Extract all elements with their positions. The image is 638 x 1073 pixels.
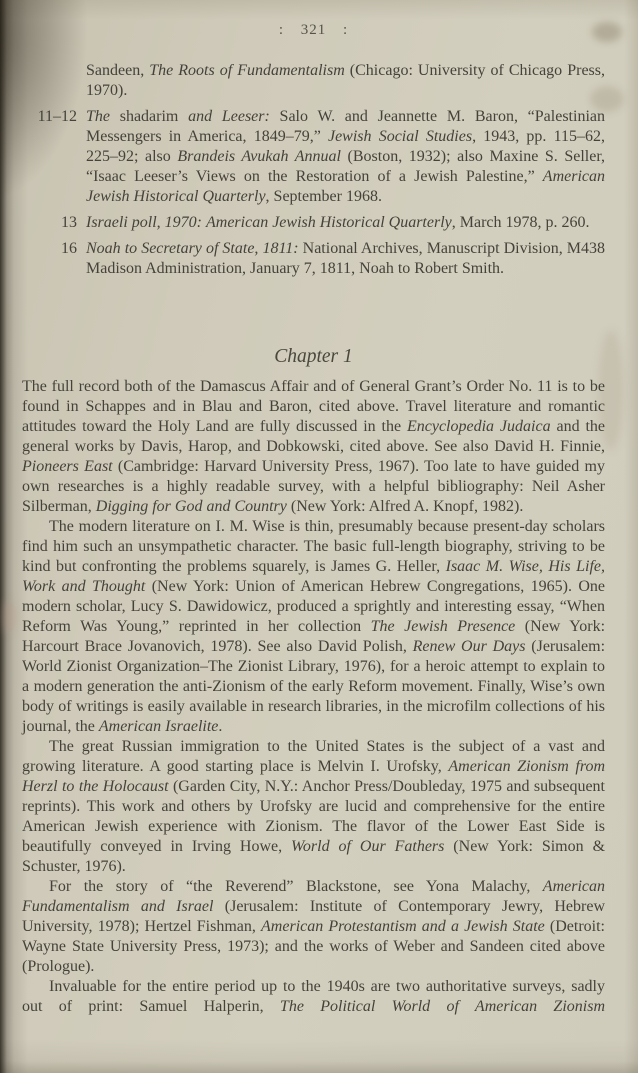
note-text (86, 239, 605, 279)
italic-text: Digging for God and Country (95, 498, 287, 515)
text: Salo W. and Jeannette M. Baron, “Palestinian Messengers in America, 1849–79,” (86, 108, 605, 145)
notes-section (22, 61, 605, 285)
note-number: 16 (61, 240, 77, 257)
italic-text: and Leeser: (188, 108, 270, 125)
note-number: 13 (61, 214, 77, 231)
italic-text: American Protestantism and a Jewish State (261, 918, 545, 935)
italic-text: American Jewish Historical Quarterly (206, 214, 452, 231)
text: The full record both of the Damascus Affair and of General Grant’s Order No. 11 is to be found in Schappes and in Blau and Baron, cited above. Travel literature and romantic attitudes toward the Holy Land are fully discussed in the (22, 378, 605, 435)
italic-text: Jewish Social Studies (327, 128, 473, 145)
paragraph (22, 977, 605, 1017)
text: (New York: Simon & Schuster, 1976). (22, 838, 606, 875)
italic-text: American Fundamentalism and Israel (22, 878, 605, 915)
text: (Jerusalem: Institute of Contemporary Jewry, Hebrew University, 1978); Hertzel Fishman, (22, 898, 605, 935)
text: and the general works by Davis, Harop, and Dobkowski, cited above. See also David H. Finnie, (22, 418, 605, 455)
paragraph (22, 737, 605, 877)
italic-text: World of Our Fathers (291, 838, 445, 855)
italic-text: Noah to Secretary of State, 1811: (86, 240, 299, 257)
italic-text: The Political World of American Zionism (279, 998, 606, 1015)
text: (New York: Harcourt Brace Jovanovich, 1978). See also David Polish, (22, 618, 606, 655)
note-entry (22, 107, 605, 207)
text: , September 1968. (265, 188, 382, 205)
italic-text: American Zionism from Herzl to the Holocaust (22, 758, 606, 795)
italic-text: American Israelite (98, 718, 219, 735)
note-entry (22, 213, 605, 233)
chapter-notes-text (22, 377, 605, 1017)
text: National Archives, Manuscript Division, M438 Madison Administration, January 7, 1811, Noah to Robert Smith. (86, 240, 606, 277)
italic-text: Renew Our Days (412, 638, 526, 655)
text: For the story of “the Reverend” Blackstone, see Yona Malachy, (49, 878, 543, 895)
page-number: : 321 : (278, 22, 349, 38)
paragraph (22, 377, 605, 517)
text: (New York: Union of American Hebrew Congregations, 1965). One modern scholar, Lucy S. Dawidowicz, produced a sprightly and interesting essay, “When Reform Was Young,” reprinted in her collection (22, 578, 606, 635)
note-number (22, 61, 86, 101)
italic-text: Brandeis Avukah Annual (177, 148, 341, 165)
note-text (86, 61, 605, 101)
paragraph (22, 517, 605, 737)
italic-text: American Jewish Historical Quarterly (86, 168, 605, 205)
note-text (86, 213, 605, 233)
text: shadarim (110, 108, 189, 125)
text: (Chicago: University of Chicago Press, 1970). (86, 62, 605, 99)
text: (New York: Alfred A. Knopf, 1982). (286, 498, 524, 515)
note-text (86, 107, 605, 207)
text: The great Russian immigration to the United States is the subject of a vast and growing literature. A good starting place is Melvin I. Urofsky, (22, 738, 605, 775)
italic-text: The Jewish Presence (370, 618, 516, 635)
chapter-heading: Chapter 1 (274, 346, 353, 367)
text: (Boston, 1932); also Maxine S. Seller, “Isaac Leeser’s Views on the Restoration of a Jewish Palestine,” (86, 148, 606, 185)
note-number: 11–12 (37, 108, 77, 125)
note-entry (22, 239, 605, 279)
note-entry (22, 61, 605, 101)
italic-text: The (86, 108, 110, 125)
text: The modern literature on I. M. Wise is thin, presumably because present-day scholars find him such an unsympathetic character. The basic full-length biography, striving to be kind but confronting the problems squarely, is James G. Heller, (22, 518, 605, 575)
text: (Jerusalem: World Zionist Organization–The Zionist Library, 1976), for a heroic attempt to explain to a modern generation the anti-Zionism of the early Reform movement. Finally, Wise’s own body of writings is easily available in research libraries, in the microfilm collections of his journal, the (22, 638, 606, 735)
scan-smudge (2, 600, 16, 634)
italic-text: The Roots of Fundamentalism (149, 62, 345, 79)
text: , 1943, pp. 115–62, 225–92; also (86, 128, 605, 165)
italic-text: Pioneers East (22, 458, 113, 475)
italic-text: Israeli poll, 1970: (86, 214, 202, 231)
text: Invaluable for the entire period up to the 1940s are two authoritative surveys, sadly out of print: Samuel Halperin, (22, 978, 605, 1015)
text: , March 1978, p. 260. (451, 214, 590, 231)
paragraph (22, 877, 605, 977)
text: . (218, 718, 223, 735)
text: (Detroit: Wayne State University Press, 1973); and the works of Weber and Sandeen cited above (Prologue). (22, 918, 605, 975)
italic-text: Isaac M. Wise, His Life, Work and Thought (22, 558, 605, 595)
text: (Garden City, N.Y.: Anchor Press/Doubleday, 1975 and subsequent reprints). This work and others by Urofsky are lucid and comprehensive for the entire American Jewish experience with Zionism. The flavor of the Lower East Side is beautifully conveyed in Irving Howe, (22, 778, 605, 855)
text: Sandeen, (86, 62, 150, 79)
italic-text: Encyclopedia Judaica (406, 418, 551, 435)
text: (Cambridge: Harvard University Press, 1967). Too late to have guided my own researches is a highly readable survey, with a helpful bibliography: Neil Asher Silberman, (22, 458, 605, 515)
